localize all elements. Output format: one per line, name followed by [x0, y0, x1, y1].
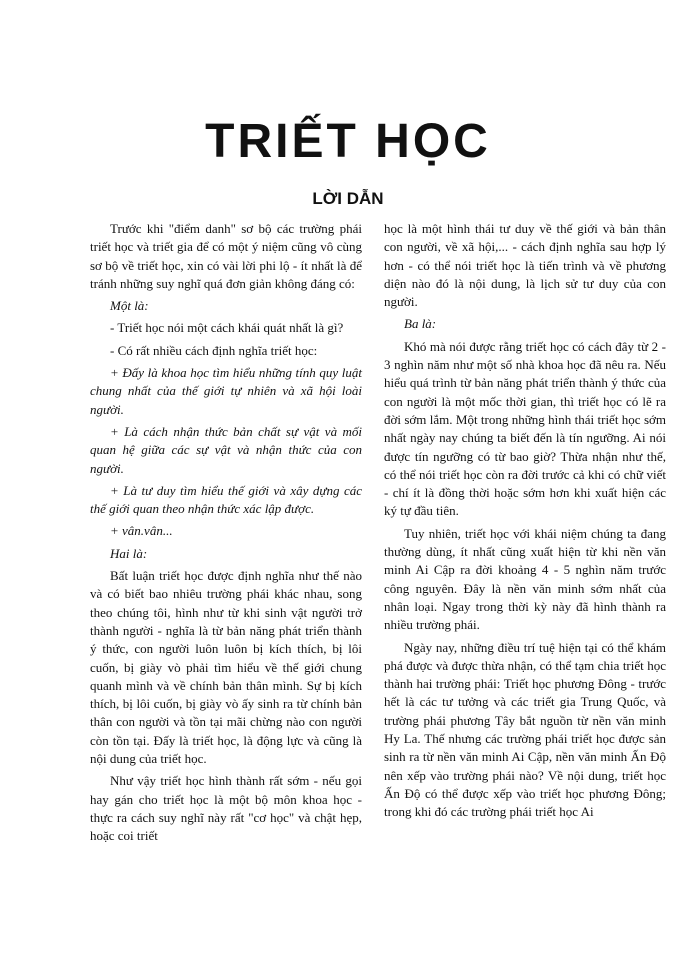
- definition-item: + Là tư duy tìm hiểu thế giới và xây dựng các thế giới quan theo nhận thức xác lập được.: [90, 482, 362, 517]
- left-column: [90, 220, 362, 850]
- definition-item: + vân.vân...: [110, 523, 173, 539]
- heading-ba-la: Ba là:: [404, 316, 437, 332]
- right-column: [384, 220, 666, 826]
- paragraph-question: - Triết học nói một cách khái quát nhất là gì?: [110, 320, 344, 336]
- paragraph-intro: Trước khi "điểm danh" sơ bộ các trường phái triết học và triết gia để có một ý niệm cũng vô cùng sơ bộ về triết học, xin có vài lời phi lộ - ít nhất là để tránh những suy nghĩ quá đơn giản không đáng có:: [90, 221, 362, 291]
- paragraph-body: Tuy nhiên, triết học với khái niệm chúng ta đang thường dùng, ít nhất cũng xuất hiện từ khi nền văn minh Ai Cập ra đời khoảng 4 - 5 nghìn năm trước công nguyên. Đây là nền văn minh sớm nhất của nhân loại. Ngay trong thời kỳ này đã hình thành ra nhiều trường phái.: [384, 525, 666, 633]
- page-title: TRIẾT HỌC: [205, 115, 491, 168]
- paragraph-continued: học là một hình thái tư duy về thế giới và bản thân con người, về xã hội,... - cách định nghĩa sau hợp lý hơn - có thể nói triết học là tiến trình và về phương diện nào đó là nội dung, là lịch sử tư duy của con người.: [384, 221, 666, 310]
- definition-item: + Là cách nhận thức bản chất sự vật và mối quan hệ giữa các sự vật và nhận thức của con người.: [90, 423, 362, 476]
- paragraph-definitions-intro: - Có rất nhiều cách định nghĩa triết học:: [110, 342, 318, 358]
- heading-hai-la: Hai là:: [110, 545, 148, 561]
- paragraph-body: Khó mà nói được rằng triết học có cách đây từ 2 - 3 nghìn năm như một số nhà khoa học đã nêu ra. Nếu hiểu quá trình từ bản năng phát triển thành ý thức của con người là một mốc thời gian, thì triết học có lẽ ra đời sớm lắm. Một trong những hình thái triết học sớm nhất ngày nay chúng ta biết đến là tín ngưỡng. Ai nói được tín ngưỡng có từ bao giờ? Thừa nhận như thế, có thể nói triết học còn ra đời trước cả khi có chữ viết - chí ít là đồng thời hoặc sớm hơn khi xuất hiện các ký tự đầu tiên.: [384, 338, 666, 519]
- paragraph-body: Như vậy triết học hình thành rất sớm - nếu gọi hay gán cho triết học là một bộ môn khoa học - thực ra cách suy nghĩ này rất "cơ học" và chật hẹp, hoặc coi triết: [90, 773, 362, 844]
- definition-item: + Đấy là khoa học tìm hiểu những tính quy luật chung nhất của thế giới tự nhiên và xã hội loài người.: [90, 365, 362, 417]
- heading-mot-la: Một là:: [110, 298, 149, 314]
- paragraph-body: Bất luận triết học được định nghĩa như thế nào và có biết bao nhiêu trường phái khác nhau, song theo chúng tôi, hình như từ khi sinh vật người trở thành người - nghĩa là từ bản năng phát triển thành ý thức, con người luôn luôn bị kích thích, bị lôi cuốn, bị giày vò phải tìm hiểu về thế giới chung quanh mình và về chính bản thân mình. Sự bị kích thích, bị lôi cuốn, bị giày vò ấy sinh ra từ chính bản thân con người và tồn tại mãi chừng nào con người còn tồn tại. Đấy là triết học, là động lực và cũng là nội dung của triết học.: [90, 568, 362, 767]
- section-heading: LỜI DẪN: [312, 189, 384, 208]
- paragraph-body: Ngày nay, những điều trí tuệ hiện tại có thể khám phá được và được thừa nhận, có thể tạm chia triết học thành hai trường phái: Triết học phương Đông - trước hết là các tư tưởng và các triết gia Trung Quốc, và trường phái phương Tây bắt nguồn từ nền văn minh Hy La. Thế nhưng các trường phái triết học được sản sinh ra từ nền văn minh Ai Cập, nền văn minh Ấn Độ nên xếp vào trường phái nào? Về nội dung, triết học Ấn Độ có thể được xếp vào triết học phương Đông; trong khi đó các trường phái triết học Ai: [384, 639, 666, 820]
